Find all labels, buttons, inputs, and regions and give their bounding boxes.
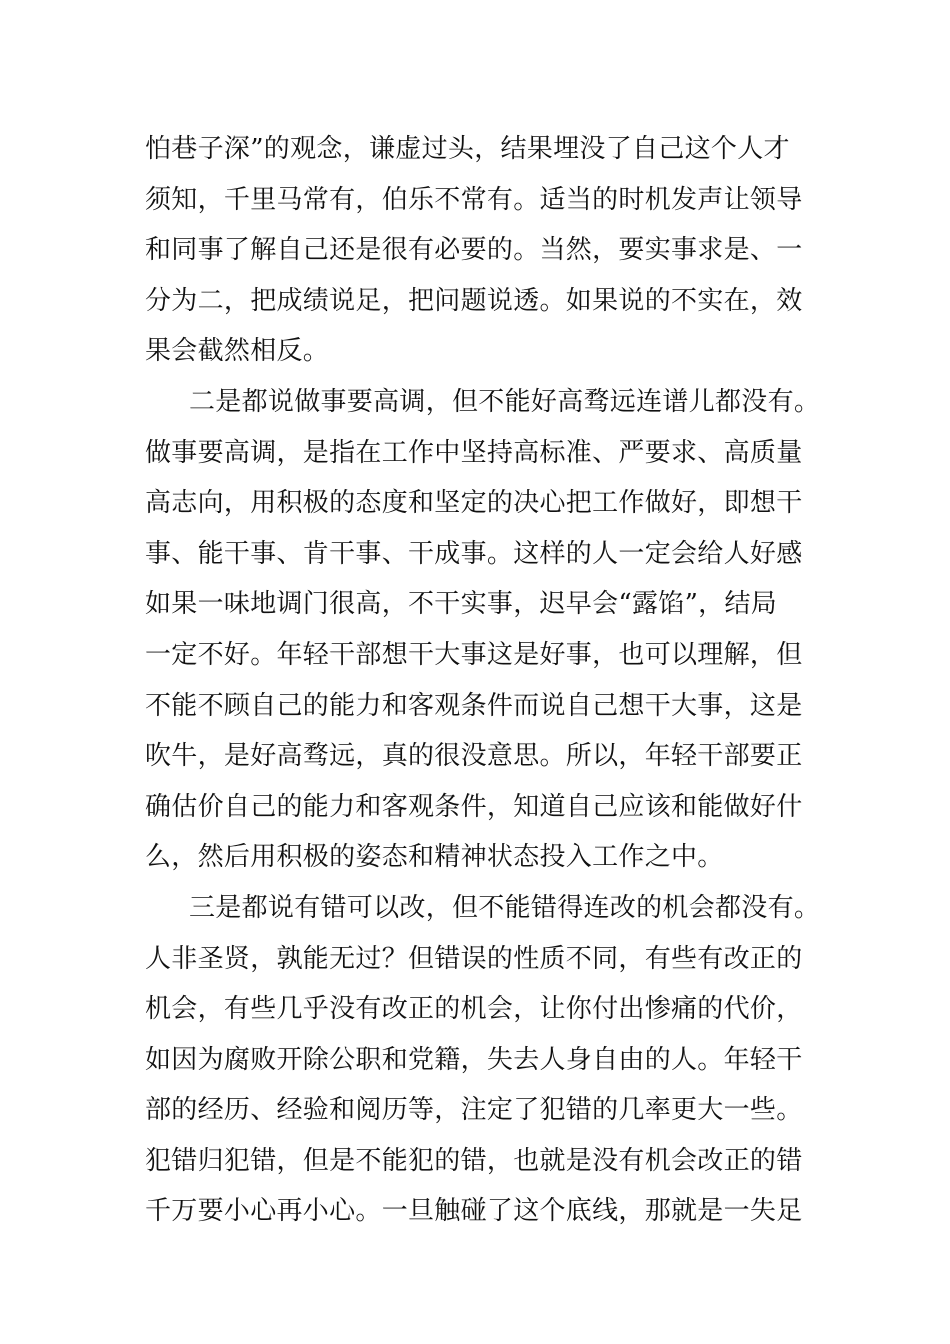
- text-line: 部的经历、经验和阅历等，注定了犯错的几率更大一些。: [145, 1095, 803, 1126]
- text-line: 和同事了解自己还是很有必要的。当然，要实事求是、一: [145, 235, 803, 266]
- text-line: 怕巷子深”的观念，谦虚过头，结果埋没了自己这个人才: [145, 134, 790, 164]
- text-line: 千万要小心再小心。一旦触碰了这个底线，那就是一失足: [145, 1196, 803, 1227]
- text-line: 须知，千里马常有，伯乐不常有。适当的时机发声让领导: [145, 184, 803, 215]
- text-line: 高志向，用积极的态度和坚定的决心把工作做好，即想干: [145, 488, 803, 519]
- text-line: 么，然后用积极的姿态和精神状态投入工作之中。: [145, 842, 724, 873]
- text-line: 一定不好。年轻干部想干大事这是好事，也可以理解，但: [145, 639, 803, 670]
- text-line: 事、能干事、肯干事、干成事。这样的人一定会给人好感: [145, 538, 803, 569]
- text-line: 人非圣贤，孰能无过？但错误的性质不同，有些有改正的: [145, 943, 803, 974]
- body-text: [145, 124, 821, 1237]
- paragraph-heading-2: 二是都说做事要高调，但不能好高骛远连谱儿都没有。: [189, 386, 821, 417]
- text-line: 果会截然相反。: [145, 336, 330, 367]
- text-line: 犯错归犯错，但是不能犯的错，也就是没有机会改正的错: [145, 1145, 803, 1176]
- text-line: 如果一味地调门很高，不干实事，迟早会“露馅”，结局: [145, 589, 778, 620]
- text-line: 分为二，把成绩说足，把问题说透。如果说的不实在，效: [145, 285, 803, 316]
- text-line: 机会，有些几乎没有改正的机会，让你付出惨痛的代价，: [145, 994, 803, 1025]
- text-line: 不能不顾自己的能力和客观条件而说自己想干大事，这是: [145, 690, 803, 721]
- text-line: 确估价自己的能力和客观条件，知道自己应该和能做好什: [145, 791, 803, 822]
- paragraph-heading-3: 三是都说有错可以改，但不能错得连改的机会都没有。: [189, 892, 821, 923]
- text-line: 如因为腐败开除公职和党籍，失去人身自由的人。年轻干: [145, 1044, 803, 1075]
- text-line: 做事要高调，是指在工作中坚持高标准、严要求、高质量: [145, 437, 803, 468]
- text-line: 吹牛，是好高骛远，真的很没意思。所以，年轻干部要正: [145, 741, 803, 772]
